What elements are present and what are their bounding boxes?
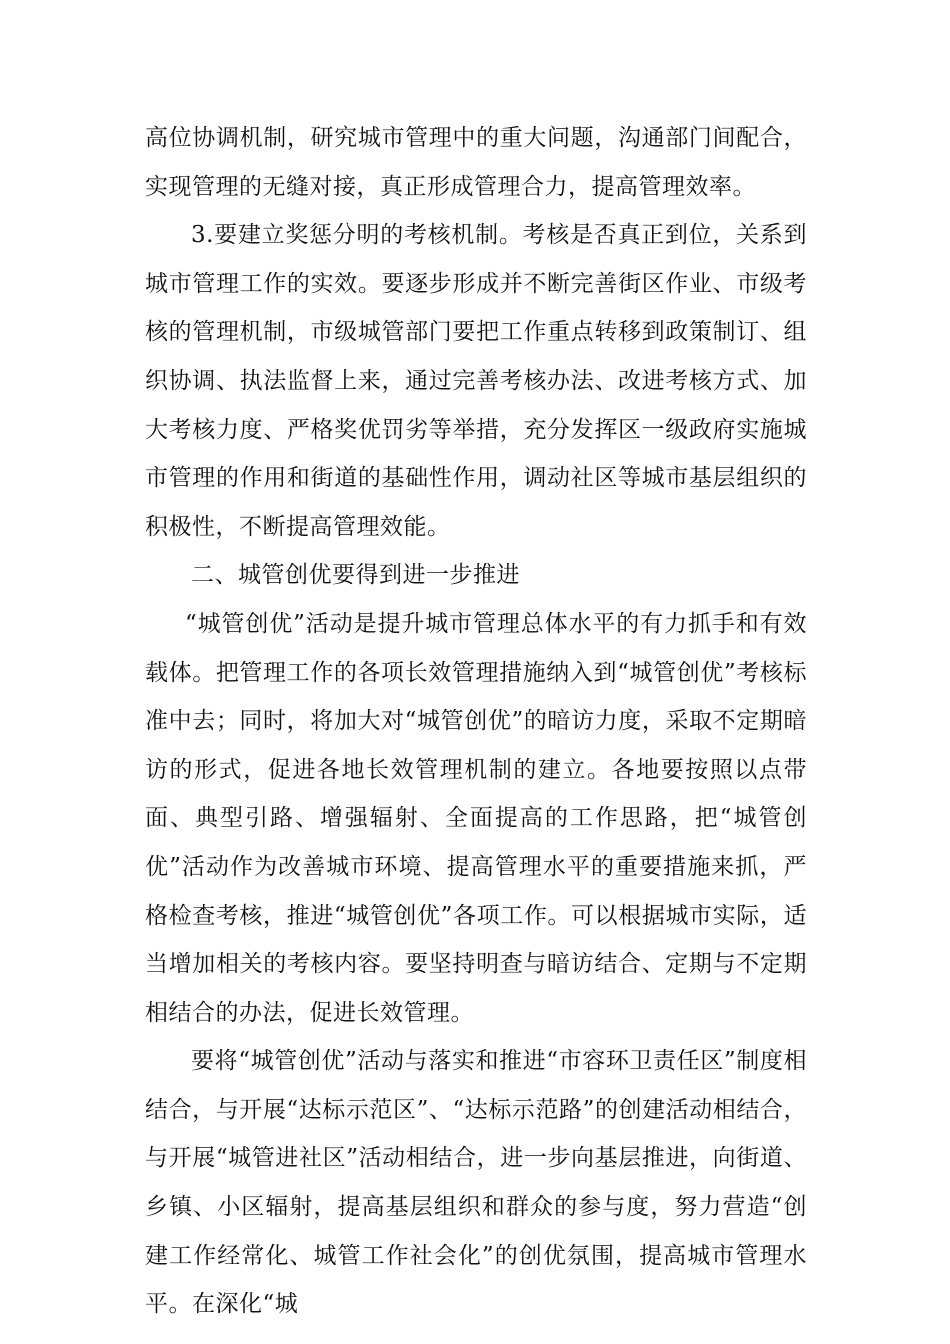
paragraph-continuation: 高位协调机制，研究城市管理中的重大问题，沟通部门间配合，实现管理的无缝对接，真正形成管理合力，提高管理效率。 — [145, 125, 807, 200]
document-body — [145, 114, 807, 1329]
paragraph-assessment-mechanism: 3.要建立奖惩分明的考核机制。考核是否真正到位，关系到城市管理工作的实效。要逐步形成并不断完善街区作业、市级考核的管理机制，市级城管部门要把工作重点转移到政策制订、组织协调、执法监督上来，通过完善考核办法、改进考核方式、加大考核力度、严格奖优罚劣等举措，充分发挥区一级政府实施城市管理的作用和街道的基础性作用，调动社区等城市基层组织的积极性，不断提高管理效能。 — [145, 222, 807, 540]
paragraph-integration: 要将“城管创优”活动与落实和推进“市容环卫责任区”制度相结合，与开展“达标示范区”、“达标示范路”的创建活动相结合，与开展“城管进社区”活动相结合，进一步向基层推进，向街道、乡镇、小区辐射，提高基层组织和群众的参与度，努力营造“创建工作经常化、城管工作社会化”的创优氛围，提高城市管理水平。在深化“城 — [145, 1048, 807, 1318]
section-heading: 二、城管创优要得到进一步推进 — [191, 562, 520, 589]
paragraph-city-excellence: “城管创优”活动是提升城市管理总体水平的有力抓手和有效载体。把管理工作的各项长效管理措施纳入到“城管创优”考核标准中去；同时，将加大对“城管创优”的暗访力度，采取不定期暗访的形式，促进各地长效管理机制的建立。各地要按照以点带面、典型引路、增强辐射、全面提高的工作思路，把“城管创优”活动作为改善城市环境、提高管理水平的重要措施来抓，严格检查考核，推进“城管创优”各项工作。可以根据城市实际，适当增加相关的考核内容。要坚持明查与暗访结合、定期与不定期相结合的办法，促进长效管理。 — [145, 610, 807, 1026]
